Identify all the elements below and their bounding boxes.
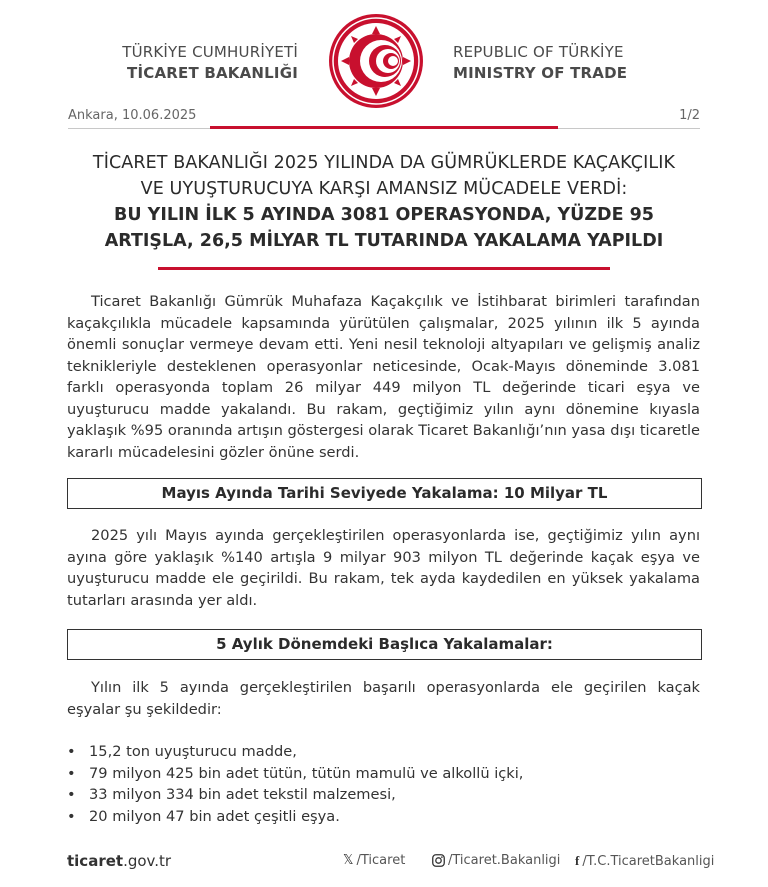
x-logo-icon: 𝕏 bbox=[343, 853, 354, 868]
title-line-2: VE UYUŞTURUCUYA KARŞI AMANSIZ MÜCADELE VERDİ: bbox=[140, 179, 628, 199]
facebook-icon: f bbox=[575, 853, 580, 868]
x-social-link[interactable] bbox=[343, 853, 405, 868]
instagram-icon bbox=[432, 854, 445, 867]
press-release-date: Ankara, 10.06.2025 bbox=[68, 108, 197, 123]
country-name-english: REPUBLIC OF TÜRKİYE bbox=[453, 43, 624, 61]
ministry-name-turkish-line: TİCARET BAKANLIĞI bbox=[127, 64, 298, 82]
website-domain-bold: ticaret bbox=[67, 852, 124, 870]
may-paragraph: 2025 yılı Mayıs ayında gerçekleştirilen operasyonlarda ise, geçtiğimiz yılın aynı ayına göre yaklaşık %140 artışla 9 milyar 903 milyon TL değerinde kaçak eşya ve uyuşturucu madde ele geçirildi. Bu rakam, tek ayda kaydedilen en yüksek yakalama tutarları arasında yer aldı. bbox=[67, 527, 700, 609]
x-handle: /Ticaret bbox=[356, 853, 406, 868]
accent-divider-line bbox=[210, 126, 558, 129]
list-item: • 15,2 ton uyuşturucu madde, bbox=[67, 741, 687, 763]
website-link[interactable] bbox=[67, 852, 171, 870]
website-domain-rest: .gov.tr bbox=[123, 852, 172, 870]
list-item: • 79 milyon 425 bin adet tütün, tütün mamulü ve alkollü içki, bbox=[67, 763, 687, 785]
seizures-intro-paragraph: Yılın ilk 5 ayında gerçekleştirilen başarılı operasyonlarda ele geçirilen kaçak eşyalar şu şekildedir: bbox=[67, 679, 700, 718]
ministry-name-english-line: MINISTRY OF TRADE bbox=[453, 64, 628, 82]
facebook-social-link[interactable] bbox=[575, 853, 714, 869]
title-line-3: BU YILIN İLK 5 AYINDA 3081 OPERASYONDA, YÜZDE 95 bbox=[114, 205, 654, 225]
list-item: • 33 milyon 334 bin adet tekstil malzemesi, bbox=[67, 784, 687, 806]
title-line-4: ARTIŞLA, 26,5 MİLYAR TL TUTARINDA YAKALAMA YAPILDI bbox=[104, 231, 664, 251]
title-line-1: TİCARET BAKANLIĞI 2025 YILINDA DA GÜMRÜKLERDE KAÇAKÇILIK bbox=[92, 153, 676, 173]
instagram-social-link[interactable] bbox=[432, 853, 560, 868]
meta-row bbox=[68, 108, 700, 130]
crescent-star-seal-icon bbox=[329, 14, 423, 108]
section-heading-five-months: 5 Aylık Dönemdeki Başlıca Yakalamalar: bbox=[67, 629, 702, 660]
ministry-name-turkish bbox=[122, 42, 298, 84]
title-underline bbox=[158, 267, 610, 270]
list-item: • 20 milyon 47 bin adet çeşitli eşya. bbox=[67, 806, 687, 828]
facebook-handle: /T.C.TicaretBakanligi bbox=[582, 853, 715, 869]
page-number: 1/2 bbox=[679, 108, 700, 123]
seizures-list bbox=[67, 741, 687, 827]
instagram-handle: /Ticaret.Bakanligi bbox=[448, 853, 561, 868]
section-heading-may: Mayıs Ayında Tarihi Seviyede Yakalama: 10 Milyar TL bbox=[67, 478, 702, 509]
country-name-turkish: TÜRKİYE CUMHURİYETİ bbox=[122, 43, 298, 61]
intro-paragraph: Ticaret Bakanlığı Gümrük Muhafaza Kaçakçılık ve İstihbarat birimleri tarafından kaçakçılıkla mücadele kapsamında yürütülen çalışmalar, 2025 yılının ilk 5 ayında önemli sonuçlar vermeye devam etti. Yeni nesil teknoloji altyapıları ve gelişmiş analiz teknikleriyle desteklenen operasyonlar neticesinde, Ocak-Mayıs döneminde 3.081 farklı operasyonda toplam 26 milyar 449 milyon TL değerinde ticari eşya ve uyuşturucu madde yakalandı. Bu rakam, geçtiğimiz yılın aynı dönemine kıyasla yaklaşık %95 oranında artışın göstergesi olarak Ticaret Bakanlığı’nın yasa dışı ticaretle kararlı mücadelesini gözler önüne serdi. bbox=[67, 293, 700, 461]
ministry-name-english bbox=[453, 42, 627, 84]
press-release-title bbox=[40, 150, 728, 254]
footer bbox=[67, 852, 715, 873]
